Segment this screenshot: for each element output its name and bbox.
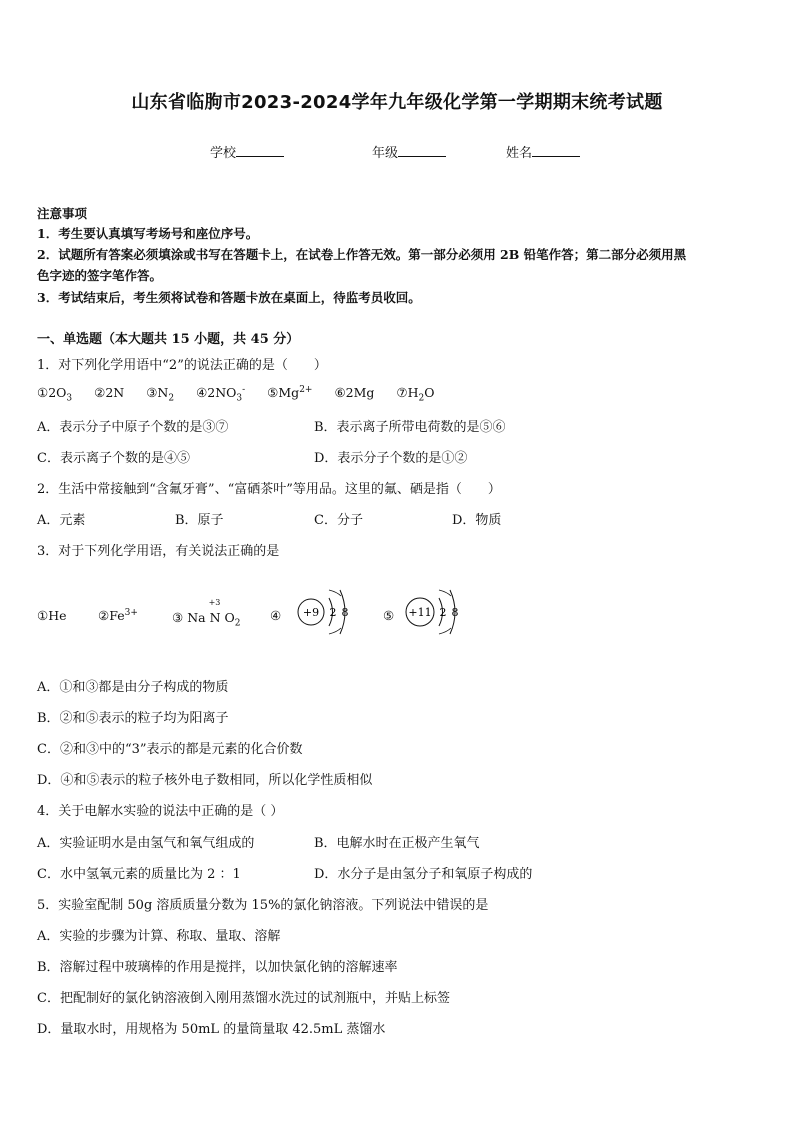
note-item: 色字迹的签字笔作答。 [37, 268, 163, 283]
q1-item-2: ②2N [94, 385, 125, 401]
q5-option-b[interactable]: B．溶解过程中玻璃棒的作用是搅拌，以加快氯化钠的溶解速率 [37, 960, 398, 975]
atom-structure-diagram-4 [296, 582, 366, 652]
q5-option-d[interactable]: D．量取水时，用规格为 50mL 的量筒量取 42.5mL 蒸馏水 [37, 1022, 386, 1037]
q1-option-b[interactable]: B．表示离子所带电荷数的是⑤⑥ [314, 420, 506, 435]
q4-option-c[interactable]: C．水中氢氧元素的质量比为 2 ：1 [37, 867, 241, 882]
q5-option-c[interactable]: C．把配制好的氯化钠溶液倒入刚用蒸馏水洗过的试剂瓶中，并贴上标签 [37, 991, 450, 1006]
grade-field [372, 142, 446, 161]
q2-option-c[interactable]: C．分子 [314, 513, 363, 528]
q1-stem: 1．对下列化学用语中“2”的说法正确的是（ ） [37, 358, 327, 373]
note-item: 2．试题所有答案必须填涂或书写在答题卡上，在试卷上作答无效。第一部分必须用 2B 铅笔作答；第二部分必须用黑 [37, 247, 687, 262]
school-field [210, 142, 284, 161]
school-blank [236, 144, 284, 157]
q1-item-3: $③N_2$ [146, 385, 175, 404]
q1-item-4: $④2NO_3^-$ [196, 385, 246, 404]
q3-symbol-3: ③ Na +3 N $O_2$ [172, 598, 241, 629]
nucleus-charge: +9 [302, 606, 320, 619]
q2-option-d[interactable]: D．物质 [452, 513, 502, 528]
grade-label: 年级 [372, 146, 399, 161]
q1-option-c[interactable]: C．表示离子个数的是④⑤ [37, 451, 190, 466]
q1-item-5: $⑤Mg^{2+}$ [267, 385, 313, 401]
q2-option-a[interactable]: A．元素 [37, 513, 86, 528]
note-item: 3．考试结束后，考生须将试卷和答题卡放在桌面上，待监考员收回。 [37, 290, 421, 305]
electron-shell-2: 8 [451, 606, 459, 619]
notes-heading: 注意事项 [37, 206, 88, 221]
q2-stem: 2．生活中常接触到“含氟牙膏”、“富硒茶叶”等用品。这里的氟、硒是指（ ） [37, 482, 501, 497]
name-field [506, 142, 580, 161]
valence-label: +3 [208, 598, 221, 607]
electron-shell-1: 2 [439, 606, 447, 619]
electron-shell-1: 2 [329, 606, 337, 619]
q3-stem: 3．对于下列化学用语，有关说法正确的是 [37, 544, 280, 559]
q3-option-d[interactable]: D．④和⑤表示的粒子核外电子数相同，所以化学性质相似 [37, 773, 373, 788]
q1-option-a[interactable]: A．表示分子中原子个数的是③⑦ [37, 420, 229, 435]
q4-stem: 4．关于电解水实验的说法中正确的是（ ） [37, 804, 284, 819]
q4-option-b[interactable]: B．电解水时在正极产生氧气 [314, 836, 480, 851]
q4-option-d[interactable]: D．水分子是由氢分子和氧原子构成的 [314, 867, 533, 882]
school-label: 学校 [210, 146, 237, 161]
note-item: 1．考生要认真填写考场号和座位序号。 [37, 226, 259, 241]
q5-option-a[interactable]: A．实验的步骤为计算、称取、量取、溶解 [37, 929, 281, 944]
q3-symbol-2: $②Fe^{3+}$ [98, 608, 138, 624]
page-title: 山东省临朐市2023-2024学年九年级化学第一学期期末统考试题 [131, 92, 663, 113]
q1-item-1: $①2O_3$ [37, 385, 73, 404]
electron-shell-2: 8 [341, 606, 349, 619]
q3-symbol-5-label: ⑤ [383, 608, 395, 623]
name-blank [532, 144, 580, 157]
grade-blank [398, 144, 446, 157]
q3-option-b[interactable]: B．②和⑤表示的粒子均为阳离子 [37, 711, 229, 726]
q3-symbol-4-label: ④ [270, 608, 282, 623]
nucleus-charge: +11 [408, 606, 432, 619]
q5-stem: 5．实验室配制 50g 溶质质量分数为 15%的氯化钠溶液。下列说法中错误的是 [37, 898, 489, 913]
q1-option-d[interactable]: D．表示分子个数的是①② [314, 451, 468, 466]
name-label: 姓名 [506, 146, 533, 161]
atom-structure-diagram-5 [404, 582, 474, 652]
q3-symbol-1: ①He [37, 608, 67, 623]
section-heading: 一、单选题（本大题共 15 小题，共 45 分） [37, 332, 300, 347]
q3-option-c[interactable]: C．②和③中的“3”表示的都是元素的化合价数 [37, 742, 303, 757]
q4-option-a[interactable]: A．实验证明水是由氢气和氧气组成的 [37, 836, 255, 851]
q1-items [37, 385, 434, 404]
q3-option-a[interactable]: A．①和③都是由分子构成的物质 [37, 680, 229, 695]
q1-item-6: ⑥2Mg [334, 385, 375, 401]
q2-option-b[interactable]: B．原子 [175, 513, 224, 528]
q1-item-7: $⑦H_2O$ [396, 385, 435, 404]
